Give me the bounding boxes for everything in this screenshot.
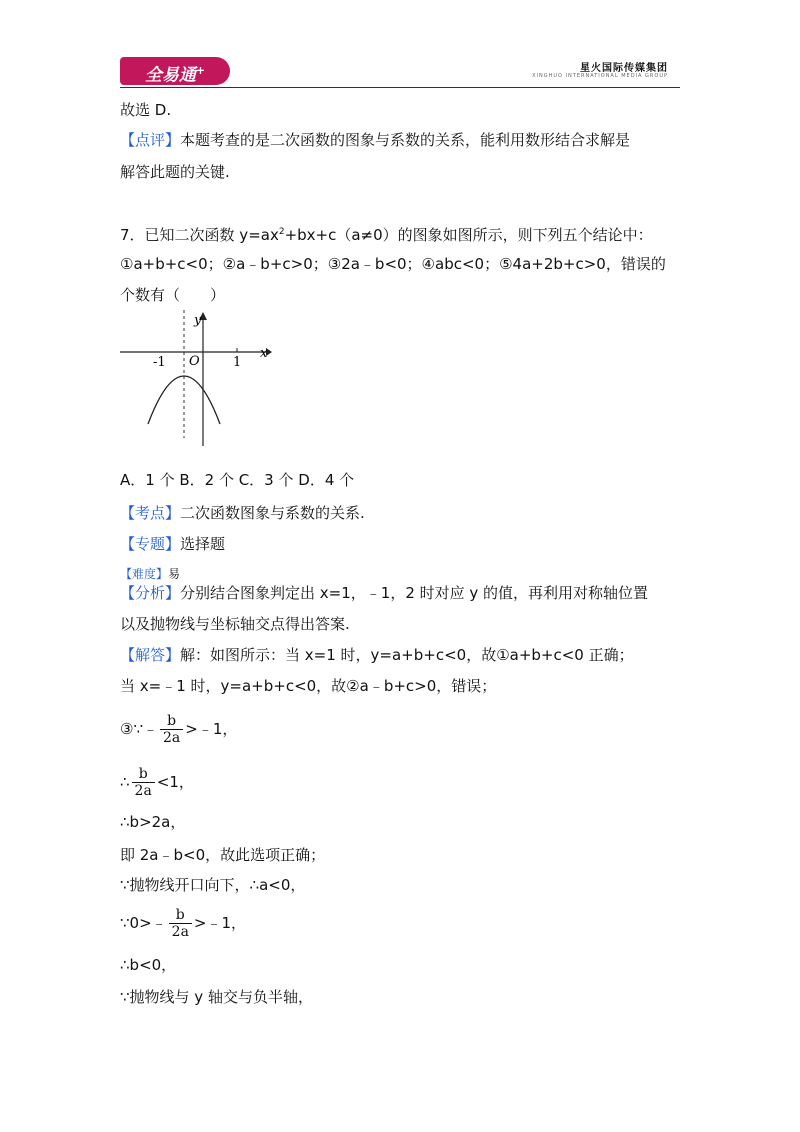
- fraction-b-over-2a: [169, 907, 192, 940]
- fraction-numerator: b: [169, 907, 192, 924]
- step-therefore-fraction: [120, 764, 194, 800]
- jieda-line2: 当 x=﹣1 时，y=a+b+c<0，故②a﹣b+c>0，错误；: [120, 677, 497, 695]
- nandu-line: [120, 563, 180, 584]
- step3-suffix: >﹣1，: [185, 720, 238, 738]
- step-prefix: ∴: [120, 773, 130, 791]
- zhuanti-line: [120, 534, 225, 554]
- logo-plus: +: [195, 64, 206, 77]
- x-axis-label: x: [260, 346, 268, 361]
- step-3-inequality: [120, 711, 237, 747]
- nandu-text: 易: [168, 567, 181, 581]
- fenxi-line2: 以及抛物线与坐标轴交点得出答案.: [120, 615, 350, 633]
- prev-answer: 故选 D.: [120, 101, 172, 119]
- parabola-graph: [120, 308, 280, 448]
- header-divider: [120, 87, 680, 88]
- fenxi-line1: [120, 583, 648, 603]
- tick-1-label: 1: [233, 355, 242, 370]
- step-conclusion-3: 即 2a﹣b<0，故此选项正确；: [120, 846, 326, 864]
- question-stem-line3: 个数有（ ）: [120, 286, 226, 304]
- fraction-denominator: 2a: [134, 783, 152, 799]
- stem-part-b: +bx+c（a≠0）的图象如图所示，则下列五个结论中：: [284, 226, 653, 244]
- jieda-line1: [120, 645, 634, 665]
- company-subtitle: XINGHUO INTERNATIONAL MEDIA GROUP: [532, 73, 668, 79]
- logo-text: 全易通: [144, 65, 196, 86]
- nandu-tag: 【难度】: [120, 567, 169, 581]
- y-axis-label: y: [194, 313, 202, 328]
- step3-prefix: ③∵﹣: [120, 720, 158, 738]
- brand-logo: [120, 57, 230, 85]
- zhuanti-tag: 【专题】: [120, 535, 181, 553]
- step-b-lt-0: ∴b<0，: [120, 956, 177, 974]
- step6-prefix: ∵0>﹣: [120, 914, 167, 932]
- fenxi-text-1: 分别结合图象判定出 x=1，﹣1，2 时对应 y 的值，再利用对称轴位置: [180, 584, 649, 602]
- kaodian-tag: 【考点】: [120, 504, 181, 522]
- step-y-intercept: ∵抛物线与 y 轴交与负半轴，: [120, 988, 313, 1006]
- fraction-denominator: 2a: [171, 924, 189, 940]
- comment-tag: 【点评】: [120, 131, 181, 149]
- fraction-b-over-2a: [160, 713, 183, 746]
- prev-comment-line1: [120, 130, 630, 150]
- fraction-numerator: b: [132, 766, 155, 783]
- origin-label: O: [189, 354, 200, 369]
- step-suffix: <1，: [156, 773, 194, 791]
- tick-neg1-label: -1: [153, 355, 166, 370]
- step-opens-down: ∵抛物线开口向下，∴a<0，: [120, 876, 306, 894]
- stem-part-a: 7．已知二次函数 y=ax: [120, 226, 279, 244]
- zhuanti-text: 选择题: [180, 535, 226, 553]
- step6-suffix: >﹣1，: [193, 914, 247, 932]
- kaodian-text: 二次函数图象与系数的关系.: [180, 504, 365, 522]
- kaodian-line: [120, 503, 365, 523]
- question-stem-line2: ①a+b+c<0；②a﹣b+c>0；③2a﹣b<0；④abc<0；⑤4a+2b+c>0，错误的: [120, 255, 666, 273]
- prev-comment-line2: 解答此题的关键.: [120, 163, 230, 181]
- fraction-numerator: b: [160, 713, 183, 730]
- jieda-tag: 【解答】: [120, 646, 181, 664]
- fenxi-tag: 【分析】: [120, 584, 181, 602]
- step-axis-range: [120, 905, 246, 941]
- fraction-b-over-2a: [132, 766, 155, 799]
- fraction-denominator: 2a: [163, 730, 181, 746]
- page-header: [120, 55, 680, 89]
- comment-text-1: 本题考查的是二次函数的图象与系数的关系，能利用数形结合求解是: [180, 131, 631, 149]
- stem-superscript: 2: [278, 227, 285, 237]
- step-b-gt-2a: ∴b>2a，: [120, 813, 186, 831]
- question-stem-line1: [120, 222, 653, 245]
- company-name: 星火国际传媒集团: [580, 63, 668, 74]
- jieda-text-1: 解：如图所示：当 x=1 时，y=a+b+c<0，故①a+b+c<0 正确；: [180, 646, 634, 664]
- answer-options: A．1 个 B．2 个 C．3 个 D．4 个: [120, 471, 355, 489]
